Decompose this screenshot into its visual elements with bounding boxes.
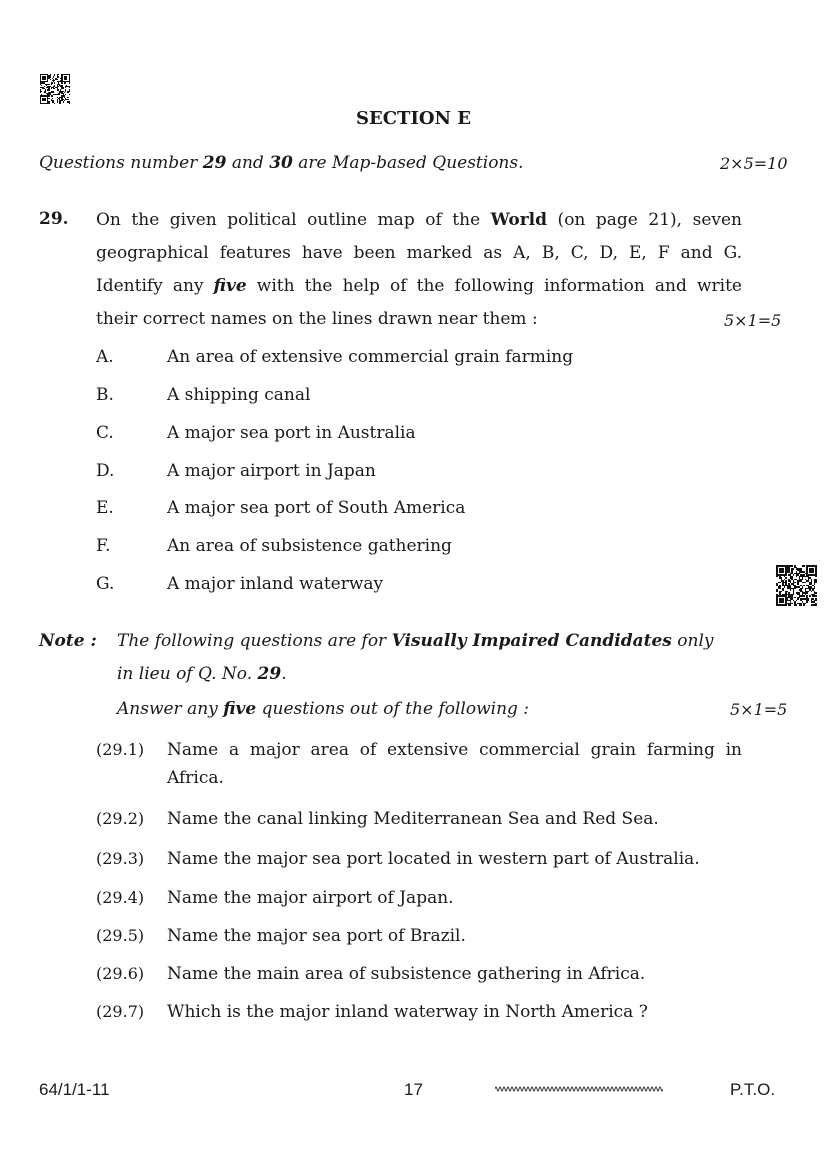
q-line-2-a: geographical features have been marked as A, B, C, D, E, F and G.	[96, 243, 742, 263]
question-line-1	[96, 204, 742, 237]
instr-q1: 29	[202, 153, 227, 173]
note-line-2-a: in lieu of Q. No.	[117, 664, 258, 684]
option-text: A shipping canal	[167, 385, 311, 405]
section-title: SECTION E	[356, 108, 471, 129]
option-text: A major sea port in Australia	[167, 423, 416, 443]
option-text: A major inland waterway	[167, 574, 384, 594]
note-line-1-bold: Visually Impaired Candidates	[391, 631, 672, 651]
sub-question-number: (29.3)	[96, 849, 145, 868]
q-line-4-a: their correct names on the lines drawn near them :	[96, 309, 538, 329]
sub-question-text: Name the major sea port of Brazil.	[167, 926, 466, 946]
section-instructions	[39, 153, 524, 173]
sub-question-text: Name the major sea port located in western part of Australia.	[167, 849, 700, 869]
option-letter: C.	[96, 423, 114, 443]
instr-suffix: are Map-based Questions.	[292, 153, 524, 173]
q-line-3-a: Identify any	[96, 276, 214, 296]
note-line-1-a: The following questions are for	[117, 631, 392, 651]
option-letter: G.	[96, 574, 115, 594]
answer-instruction-bold: five	[223, 699, 257, 719]
question-number: 29.	[39, 209, 69, 229]
option-text: An area of extensive commercial grain farming	[167, 347, 574, 367]
sub-question-number: (29.7)	[96, 1002, 145, 1021]
question-marks: 5×1=5	[724, 311, 782, 330]
option-letter: F.	[96, 536, 111, 556]
note-line-2-c: .	[281, 664, 287, 684]
paper-code: 64/1/1-11	[39, 1080, 110, 1099]
answer-instruction-a: Answer any	[117, 699, 224, 719]
sub-question-text: Name the main area of subsistence gathering in Africa.	[167, 964, 646, 984]
q-line-3-c: with the help of the following information and write	[246, 276, 742, 296]
q-line-3-bold: five	[213, 276, 247, 296]
sub-question-number: (29.4)	[96, 888, 145, 907]
q-line-1-c: (on page 21), seven	[547, 210, 742, 230]
sub-question-number: (29.5)	[96, 926, 145, 945]
qr-code-top-left	[40, 74, 70, 104]
note-label: Note :	[39, 631, 97, 651]
sub-question-number: (29.2)	[96, 809, 145, 828]
sub-question-text: Name a major area of extensive commercial grain farming in Africa.	[167, 740, 742, 788]
sub-question-text: Which is the major inland waterway in North America ?	[167, 1002, 648, 1022]
option-letter: E.	[96, 498, 114, 518]
section-marks: 2×5=10	[720, 154, 788, 173]
instr-prefix: Questions number	[39, 153, 203, 173]
option-text: A major airport in Japan	[167, 461, 376, 481]
sub-question-number: (29.6)	[96, 964, 145, 983]
note-marks: 5×1=5	[730, 700, 788, 719]
answer-instruction	[117, 699, 529, 719]
instr-mid: and	[226, 153, 270, 173]
wavy-line	[495, 1085, 663, 1093]
page-number: 17	[404, 1080, 423, 1099]
option-letter: D.	[96, 461, 115, 481]
note-line-2-bold: 29	[257, 664, 282, 684]
option-text: A major sea port of South America	[167, 498, 466, 518]
option-letter: A.	[96, 347, 114, 367]
q-line-1-a: On the given political outline map of the	[96, 210, 491, 230]
note-line-1	[117, 631, 714, 651]
question-line-4	[96, 303, 742, 336]
question-line-3	[96, 270, 742, 303]
option-letter: B.	[96, 385, 114, 405]
question-line-2	[96, 237, 742, 270]
sub-question-text: Name the canal linking Mediterranean Sea and Red Sea.	[167, 809, 659, 829]
pto-label: P.T.O.	[730, 1080, 776, 1099]
sub-question-text: Name the major airport of Japan.	[167, 888, 454, 908]
sub-question-number: (29.1)	[96, 740, 145, 759]
note-line-1-c: only	[671, 631, 714, 651]
answer-instruction-c: questions out of the following :	[256, 699, 530, 719]
note-line-2	[117, 664, 287, 684]
instr-q2: 30	[269, 153, 293, 173]
option-text: An area of subsistence gathering	[167, 536, 452, 556]
qr-code-right	[776, 565, 817, 606]
q-line-1-bold: World	[490, 210, 548, 230]
